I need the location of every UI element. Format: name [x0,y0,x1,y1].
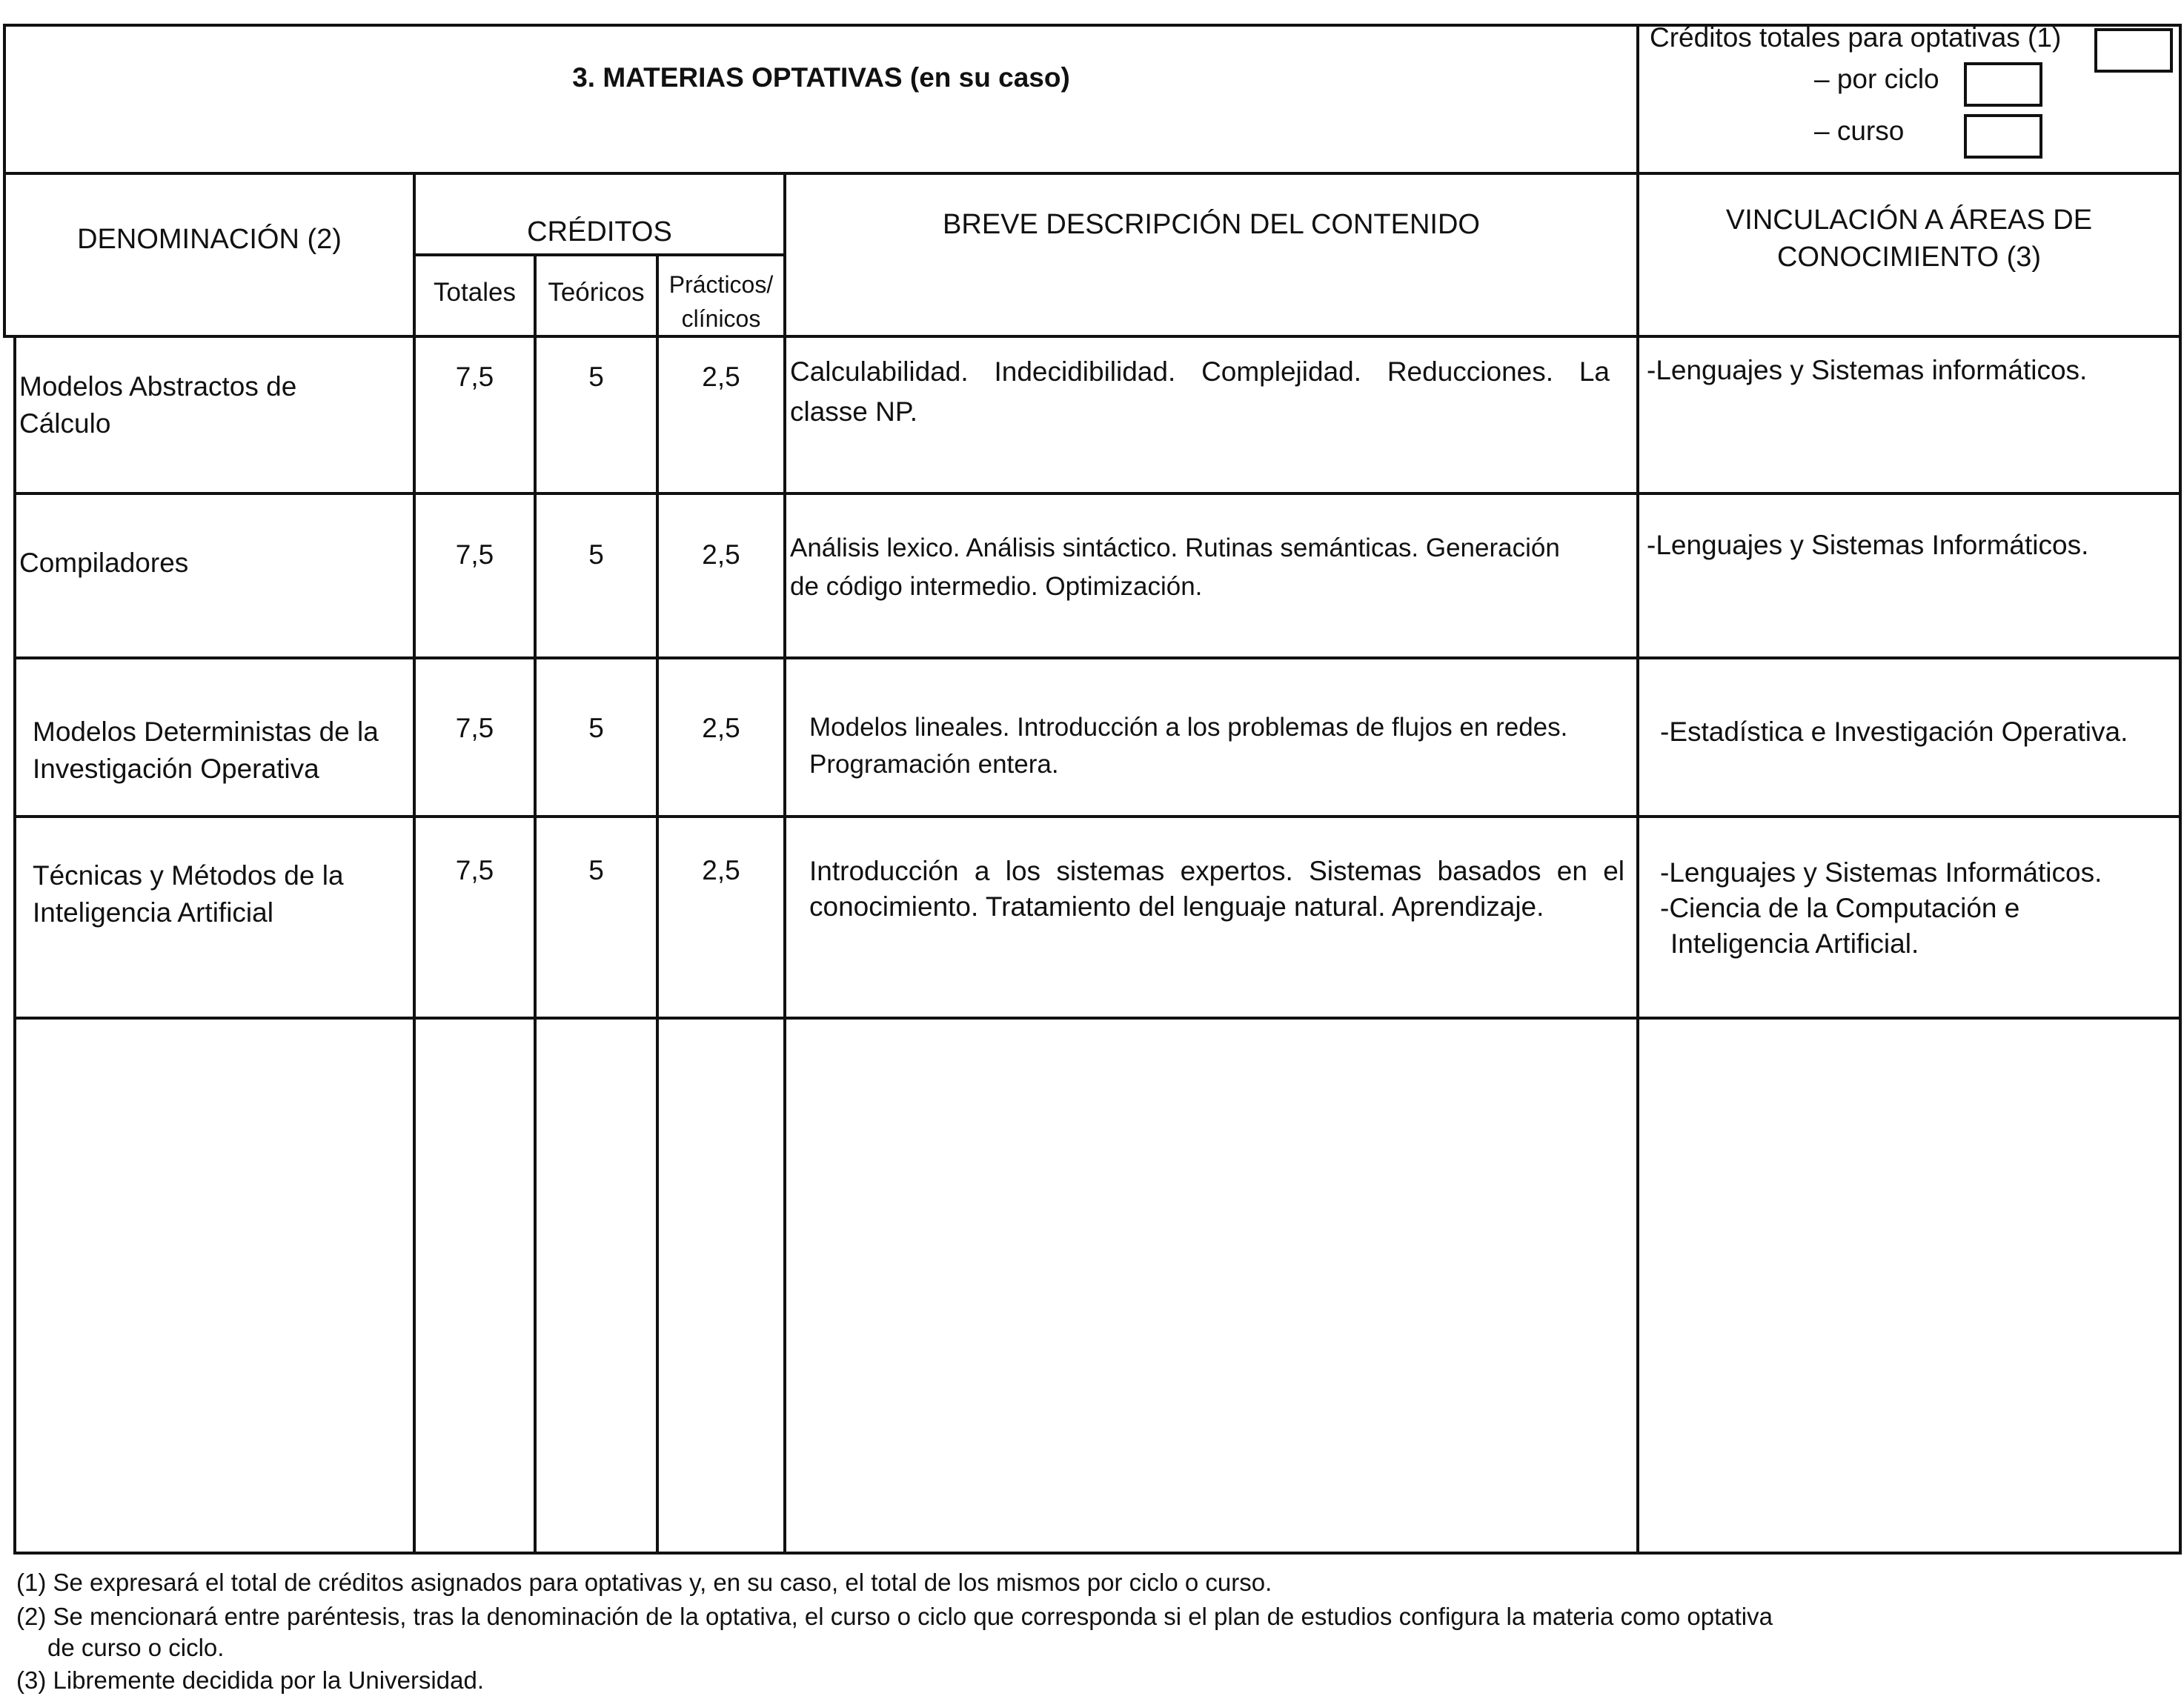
row-area-line1: -Lenguajes y Sistemas Informáticos. [1660,857,2102,888]
table-left-border-lower [13,335,16,1555]
footnote-2: (2) Se mencionará entre paréntesis, tras la denominación de la optativa, el curso o ciclo que corresponda si el plan de estudios configura la materia como optativa [16,1603,1773,1630]
row-creditos-practicos: 2,5 [702,855,740,885]
per-course-box[interactable] [1964,114,2042,159]
row-name-line1: Modelos Deterministas de la [33,716,379,747]
row-name-line2: Inteligencia Artificial [33,897,273,928]
section-title: 3. MATERIAS OPTATIVAS (en su caso) [572,62,1070,93]
row-creditos-practicos: 2,5 [702,539,740,570]
row-area-line1: -Lenguajes y Sistemas informáticos. [1647,355,2088,385]
row-name-line2: Cálculo [19,408,111,439]
credits-total-label: Créditos totales para optativas (1) [1650,22,2062,53]
row-descripcion-line1: Calculabilidad. Indecidibilidad. Complejidad. Reducciones. La [790,356,1610,387]
teoricos-divider [656,253,659,1555]
table-right-border [2179,24,2182,1555]
row-descripcion-line1: Análisis lexico. Análisis sintáctico. Rutinas semánticas. Generación [790,533,1560,562]
row-creditos-totales: 7,5 [455,539,494,570]
row-descripcion-line2: classe NP. [790,396,918,427]
per-course-label: – curso [1814,116,1905,146]
row-name-line2: Investigación Operativa [33,754,319,784]
header-teoricos: Teóricos [548,278,645,307]
row-creditos-totales: 7,5 [455,713,494,743]
row-creditos-teoricos: 5 [588,713,604,743]
row-creditos-teoricos: 5 [588,855,604,885]
row-creditos-practicos: 2,5 [702,713,740,743]
header-descripcion: BREVE DESCRIPCIÓN DEL CONTENIDO [943,209,1480,240]
header-vinculacion-line1: VINCULACIÓN A ÁREAS DE [1725,205,2093,236]
credits-total-box[interactable] [2094,28,2173,73]
header-creditos: CRÉDITOS [527,216,672,247]
totales-divider [534,253,537,1555]
row1-bottom-border [15,492,2182,495]
row-creditos-teoricos: 5 [588,362,604,392]
header-denominacion: DENOMINACIÓN (2) [77,224,342,255]
per-cycle-box[interactable] [1964,62,2042,107]
row-creditos-totales: 7,5 [455,362,494,392]
row-creditos-practicos: 2,5 [702,362,740,392]
row-descripcion-line2: Programación entera. [809,750,1059,779]
creditos-divider [783,172,786,1555]
row-creditos-totales: 7,5 [455,855,494,885]
title-row-bottom-border [3,172,2182,175]
header-practicos: Prácticos/ [668,271,774,298]
row-name-line1: Modelos Abstractos de [19,371,297,402]
header-vinculacion-line2: CONOCIMIENTO (3) [1776,242,2042,273]
row-name-line1: Compiladores [19,548,189,578]
header-totales: Totales [434,278,516,307]
row3-bottom-border [15,815,2182,818]
footnote-3: (3) Libremente decidida por la Universidad. [16,1666,484,1694]
row-descripcion-line2: conocimiento. Tratamiento del lenguaje natural. Aprendizaje. [809,891,1544,922]
row-creditos-teoricos: 5 [588,539,604,570]
row-area-line2: -Ciencia de la Computación e [1660,893,2020,923]
per-cycle-label: – por ciclo [1814,64,1939,94]
table-bottom-border [15,1552,2182,1555]
row-area-line3: Inteligencia Artificial. [1670,928,1919,959]
row-descripcion-line1: Introducción a los sistemas expertos. Sistemas basados en el [809,856,1624,886]
header-bottom-border [6,335,2182,338]
row-area-line1: -Lenguajes y Sistemas Informáticos. [1647,530,2089,560]
row4-bottom-border [15,1017,2182,1020]
header-clinicos: clínicos [681,305,761,332]
row-name-line1: Técnicas y Métodos de la [33,860,344,891]
row-descripcion-line2: de código intermedio. Optimización. [790,572,1203,601]
row2-bottom-border [15,656,2182,659]
row-area-line1: -Estadística e Investigación Operativa. [1660,716,2128,747]
row-descripcion-line1: Modelos lineales. Introducción a los problemas de flujos en redes. [809,713,1568,742]
footnote-2-continued: de curso o ciclo. [47,1634,225,1661]
footnote-1: (1) Se expresará el total de créditos asignados para optativas y, en su caso, el total de los mismos por ciclo o curso. [16,1569,1272,1596]
creditos-subheader-border [413,253,783,256]
